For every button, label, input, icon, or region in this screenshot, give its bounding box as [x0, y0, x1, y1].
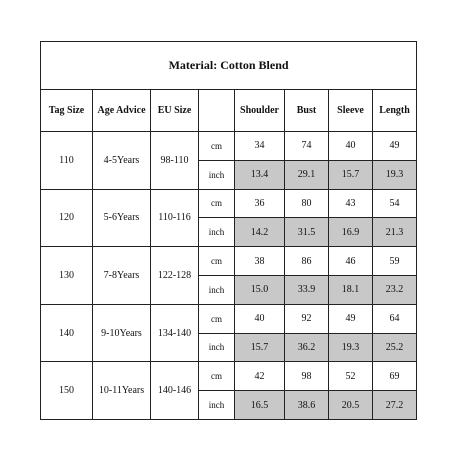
length-cm-value: 64	[373, 304, 417, 333]
bust-cm-value: 92	[285, 304, 329, 333]
sleeve-inch-value: 16.9	[329, 218, 373, 247]
length-cm-value: 49	[373, 132, 417, 161]
shoulder-cm-value: 38	[235, 247, 285, 276]
bust-inch-value: 36.2	[285, 333, 329, 362]
length-inch-value: 21.3	[373, 218, 417, 247]
header-eu-size: EU Size	[151, 90, 199, 132]
unit-cm-cell: cm	[199, 132, 235, 161]
tag-size-cell: 140	[41, 304, 93, 362]
sleeve-cm-value: 49	[329, 304, 373, 333]
size-chart-table	[40, 41, 417, 420]
title-row	[41, 42, 417, 90]
age-advice-cell: 9-10Years	[93, 304, 151, 362]
sleeve-cm-value: 40	[329, 132, 373, 161]
shoulder-inch-value: 15.0	[235, 275, 285, 304]
bust-cm-value: 98	[285, 362, 329, 391]
age-advice-cell: 5-6Years	[93, 189, 151, 247]
header-tag-size: Tag Size	[41, 90, 93, 132]
unit-cm-cell: cm	[199, 247, 235, 276]
length-inch-value: 19.3	[373, 160, 417, 189]
eu-size-cell: 98-110	[151, 132, 199, 190]
length-inch-value: 23.2	[373, 275, 417, 304]
length-cm-value: 54	[373, 189, 417, 218]
shoulder-cm-value: 42	[235, 362, 285, 391]
unit-inch-cell: inch	[199, 160, 235, 189]
eu-size-cell: 134-140	[151, 304, 199, 362]
shoulder-cm-value: 40	[235, 304, 285, 333]
header-unit	[199, 90, 235, 132]
length-inch-value: 25.2	[373, 333, 417, 362]
header-sleeve: Sleeve	[329, 90, 373, 132]
shoulder-inch-value: 14.2	[235, 218, 285, 247]
size-row-cm	[41, 247, 417, 276]
sleeve-cm-value: 43	[329, 189, 373, 218]
eu-size-cell: 110-116	[151, 189, 199, 247]
length-inch-value: 27.2	[373, 391, 417, 420]
bust-inch-value: 29.1	[285, 160, 329, 189]
shoulder-cm-value: 36	[235, 189, 285, 218]
bust-cm-value: 86	[285, 247, 329, 276]
length-cm-value: 59	[373, 247, 417, 276]
bust-inch-value: 38.6	[285, 391, 329, 420]
unit-inch-cell: inch	[199, 391, 235, 420]
sleeve-cm-value: 46	[329, 247, 373, 276]
bust-inch-value: 33.9	[285, 275, 329, 304]
size-row-cm	[41, 304, 417, 333]
size-row-cm	[41, 189, 417, 218]
sleeve-inch-value: 15.7	[329, 160, 373, 189]
age-advice-cell: 7-8Years	[93, 247, 151, 305]
tag-size-cell: 120	[41, 189, 93, 247]
header-length: Length	[373, 90, 417, 132]
header-age-advice: Age Advice	[93, 90, 151, 132]
length-cm-value: 69	[373, 362, 417, 391]
bust-inch-value: 31.5	[285, 218, 329, 247]
unit-cm-cell: cm	[199, 304, 235, 333]
unit-inch-cell: inch	[199, 218, 235, 247]
sleeve-inch-value: 20.5	[329, 391, 373, 420]
unit-cm-cell: cm	[199, 189, 235, 218]
shoulder-inch-value: 16.5	[235, 391, 285, 420]
tag-size-cell: 150	[41, 362, 93, 420]
unit-inch-cell: inch	[199, 275, 235, 304]
shoulder-inch-value: 15.7	[235, 333, 285, 362]
unit-inch-cell: inch	[199, 333, 235, 362]
eu-size-cell: 122-128	[151, 247, 199, 305]
chart-title: Material: Cotton Blend	[41, 42, 417, 90]
tag-size-cell: 130	[41, 247, 93, 305]
size-row-cm	[41, 362, 417, 391]
sleeve-inch-value: 19.3	[329, 333, 373, 362]
size-row-cm	[41, 132, 417, 161]
header-row	[41, 90, 417, 132]
unit-cm-cell: cm	[199, 362, 235, 391]
eu-size-cell: 140-146	[151, 362, 199, 420]
shoulder-inch-value: 13.4	[235, 160, 285, 189]
header-bust: Bust	[285, 90, 329, 132]
header-shoulder: Shoulder	[235, 90, 285, 132]
shoulder-cm-value: 34	[235, 132, 285, 161]
age-advice-cell: 4-5Years	[93, 132, 151, 190]
sleeve-cm-value: 52	[329, 362, 373, 391]
age-advice-cell: 10-11Years	[93, 362, 151, 420]
sleeve-inch-value: 18.1	[329, 275, 373, 304]
bust-cm-value: 74	[285, 132, 329, 161]
bust-cm-value: 80	[285, 189, 329, 218]
tag-size-cell: 110	[41, 132, 93, 190]
